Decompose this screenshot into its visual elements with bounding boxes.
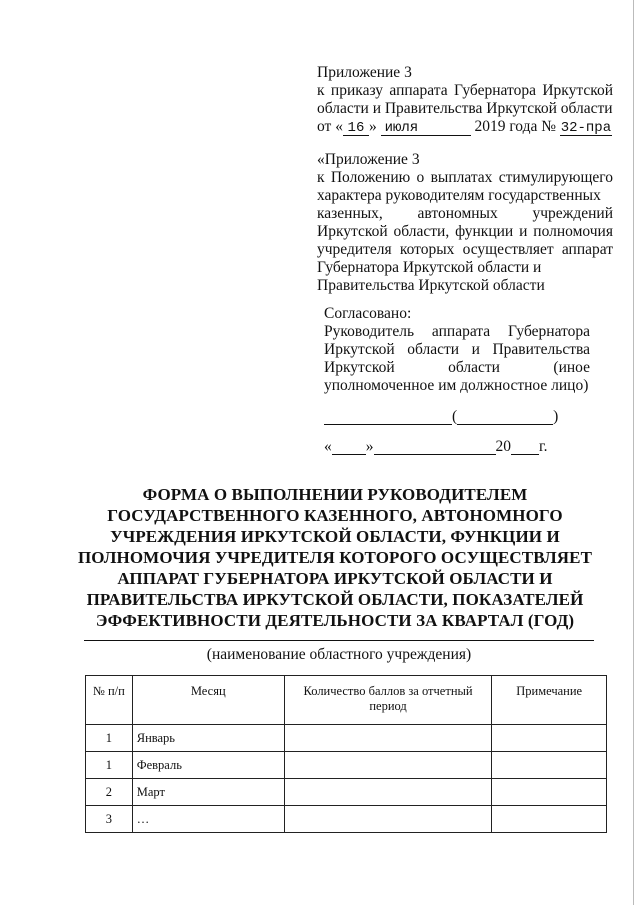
row-month: Март (132, 779, 284, 806)
regulation-line-6: учредителя которых осуществляет аппарат (317, 241, 613, 258)
approval-year-prefix: 20 (495, 438, 511, 455)
table-header-row (86, 676, 607, 725)
title-line-3: УЧРЕЖДЕНИЯ ИРКУТСКОЙ ОБЛАСТИ, ФУНКЦИИ И (110, 527, 560, 546)
row-number: 1 (86, 725, 133, 752)
header-number: № п/п (86, 676, 133, 725)
row-points[interactable] (284, 752, 492, 779)
row-note[interactable] (492, 752, 607, 779)
institution-name-rule (84, 640, 594, 641)
appendix-line-region: области и Правительства Иркутской области (317, 100, 613, 117)
approval-month-blank (374, 440, 496, 455)
row-month: … (132, 806, 284, 833)
indicators-table (85, 675, 607, 833)
signature-open-paren: ( (452, 408, 458, 425)
signature-line (324, 408, 558, 426)
approval-line-2: Иркутской области и Правительства (324, 341, 590, 358)
approval-line-1: Руководитель аппарата Губернатора (324, 323, 590, 340)
page-edge (633, 0, 634, 905)
regulation-line-2: к Положению о выплатах стимулирующего (317, 169, 613, 186)
table-row (86, 806, 607, 833)
institution-caption: (наименование областного учреждения) (206, 646, 472, 663)
approval-line-4: уполномоченное им должностное лицо) (324, 377, 589, 394)
table-row (86, 779, 607, 806)
date-month: июля (381, 121, 471, 136)
row-note[interactable] (492, 779, 607, 806)
title-line-4: ПОЛНОМОЧИЯ УЧРЕДИТЕЛЯ КОТОРОГО ОСУЩЕСТВЛЯЕТ (77, 548, 593, 567)
row-points[interactable] (284, 806, 492, 833)
regulation-line-5: Иркутской области, функции и полномочия (317, 223, 613, 240)
signature-blank (324, 410, 452, 425)
approval-heading: Согласовано: (324, 305, 412, 322)
row-month: Февраль (132, 752, 284, 779)
regulation-line-4: казенных, автономных учреждений (317, 205, 613, 222)
appendix-title: Приложение 3 (317, 64, 412, 81)
order-number: 32-пра (560, 120, 612, 136)
row-note[interactable] (492, 725, 607, 752)
title-line-2: ГОСУДАРСТВЕННОГО КАЗЕННОГО, АВТОНОМНОГО (107, 506, 563, 525)
title-line-7: ЭФФЕКТИВНОСТИ ДЕЯТЕЛЬНОСТИ ЗА КВАРТАЛ (ГОД) (95, 611, 575, 630)
row-month: Январь (132, 725, 284, 752)
approval-year-blank (511, 440, 539, 455)
signature-name-blank (457, 410, 553, 425)
row-points[interactable] (284, 779, 492, 806)
regulation-line-7: Губернатора Иркутской области и (317, 259, 542, 276)
row-points[interactable] (284, 725, 492, 752)
approval-line-3: Иркутской области (иное (324, 359, 590, 376)
approval-day-blank (332, 440, 366, 455)
header-points: Количество баллов за отчетный период (284, 676, 492, 725)
title-line-1: ФОРМА О ВЫПОЛНЕНИИ РУКОВОДИТЕЛЕМ (142, 485, 528, 504)
regulation-title: «Приложение 3 (317, 151, 420, 168)
row-number: 3 (86, 806, 133, 833)
header-note: Примечание (492, 676, 607, 725)
date-day: 16 (343, 121, 369, 136)
regulation-line-8: Правительства Иркутской области (317, 277, 545, 294)
row-number: 2 (86, 779, 133, 806)
approval-date-line (324, 438, 547, 456)
date-prefix: от « (317, 118, 343, 135)
regulation-line-3: характера руководителям государственных (317, 187, 601, 204)
appendix-line-order: к приказу аппарата Губернатора Иркутской (317, 82, 613, 99)
date-mid: » (368, 118, 377, 135)
approval-year-suffix: г. (539, 438, 548, 455)
approval-date-open: « (324, 438, 332, 455)
title-line-6: ПРАВИТЕЛЬСТВА ИРКУТСКОЙ ОБЛАСТИ, ПОКАЗАТЕЛЕЙ (86, 590, 584, 609)
header-month: Месяц (132, 676, 284, 725)
row-note[interactable] (492, 806, 607, 833)
approval-date-close: » (365, 438, 374, 455)
date-year: 2019 года № (474, 118, 557, 135)
appendix-date-line (317, 118, 612, 136)
table-row (86, 752, 607, 779)
signature-close-paren: ) (553, 408, 559, 425)
row-number: 1 (86, 752, 133, 779)
table-row (86, 725, 607, 752)
title-line-5: АППАРАТ ГУБЕРНАТОРА ИРКУТСКОЙ ОБЛАСТИ И (117, 569, 553, 588)
